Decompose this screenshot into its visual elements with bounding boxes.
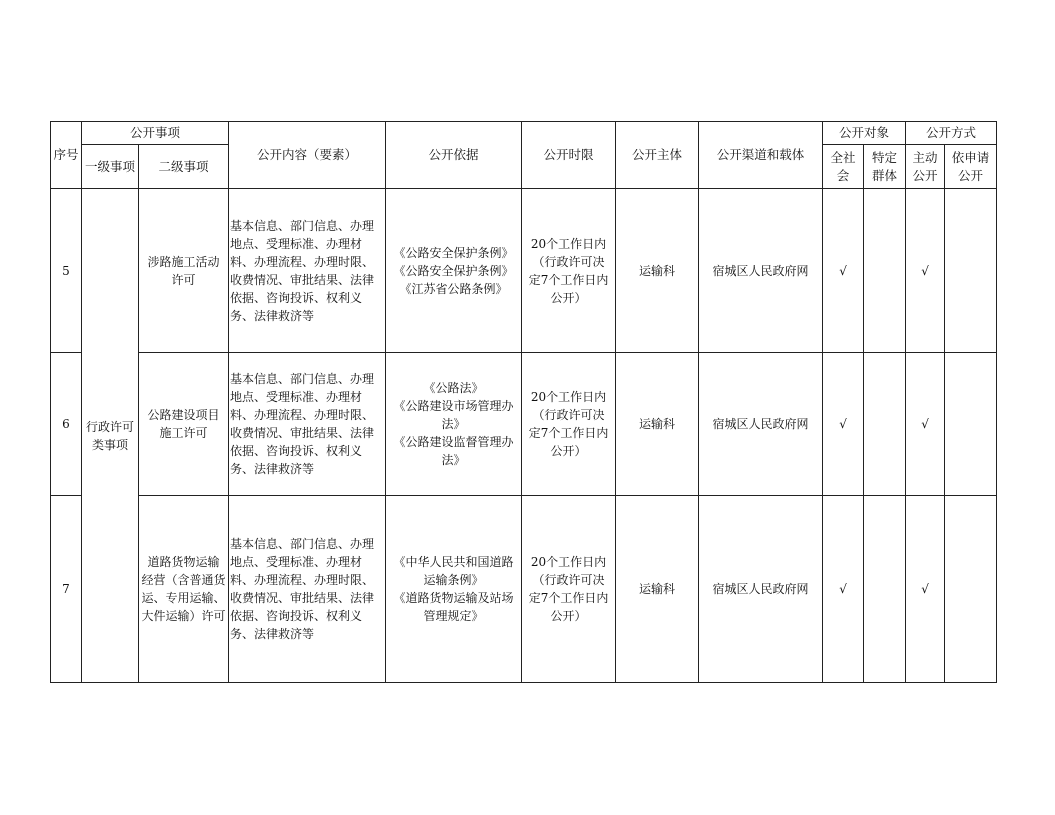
header-time-limit: 公开时限 [522, 122, 616, 189]
row-subject: 运输科 [616, 189, 699, 353]
row-time-limit: 20个工作日内 （行政许可决 定7个工作日内 公开） [522, 496, 616, 683]
row-method-active: √ [906, 353, 945, 496]
row-basis: 《中华人民共和国道路 运输条例》 《道路货物运输及站场 管理规定》 [386, 496, 522, 683]
row-target-all: √ [823, 189, 864, 353]
row-method-active: √ [906, 496, 945, 683]
row-basis: 《公路安全保护条例》 《公路安全保护条例》 《江苏省公路条例》 [386, 189, 522, 353]
row-target-specific [864, 353, 906, 496]
row-time-limit: 20个工作日内 （行政许可决 定7个工作日内 公开） [522, 189, 616, 353]
row-target-all: √ [823, 353, 864, 496]
row-content: 基本信息、部门信息、办理地点、受理标准、办理材料、办理流程、办理时限、收费情况、审批结果、法律依据、咨询投诉、权利义务、法律救济等 [229, 353, 386, 496]
row-seq: 6 [51, 353, 82, 496]
row-level2: 涉路施工活动 许可 [139, 189, 229, 353]
disclosure-table [50, 121, 997, 683]
header-subject: 公开主体 [616, 122, 699, 189]
table-row [51, 189, 997, 353]
row-time-limit: 20个工作日内 （行政许可决 定7个工作日内 公开） [522, 353, 616, 496]
header-method-apply: 依申请 公开 [945, 145, 997, 189]
row-content: 基本信息、部门信息、办理地点、受理标准、办理材料、办理流程、办理时限、收费情况、审批结果、法律依据、咨询投诉、权利义务、法律救济等 [229, 496, 386, 683]
row-channel: 宿城区人民政府网 [699, 353, 823, 496]
row-target-specific [864, 496, 906, 683]
header-method-active: 主动 公开 [906, 145, 945, 189]
row-method-apply [945, 353, 997, 496]
row-seq: 7 [51, 496, 82, 683]
row-method-apply [945, 189, 997, 353]
row-subject: 运输科 [616, 496, 699, 683]
header-target: 公开对象 [823, 122, 906, 145]
header-seq: 序号 [51, 122, 82, 189]
table-row [51, 353, 997, 496]
header-content: 公开内容（要素） [229, 122, 386, 189]
row-subject: 运输科 [616, 353, 699, 496]
row-channel: 宿城区人民政府网 [699, 496, 823, 683]
row-level2: 道路货物运输 经营（含普通货 运、专用运输、 大件运输）许可 [139, 496, 229, 683]
header-level1: 一级事项 [82, 145, 139, 189]
header-row-1 [51, 122, 997, 145]
header-target-all: 全社 会 [823, 145, 864, 189]
header-channel: 公开渠道和载体 [699, 122, 823, 189]
header-public-item: 公开事项 [82, 122, 229, 145]
header-level2: 二级事项 [139, 145, 229, 189]
row-target-all: √ [823, 496, 864, 683]
row-target-specific [864, 189, 906, 353]
row-method-active: √ [906, 189, 945, 353]
row-basis: 《公路法》 《公路建设市场管理办 法》 《公路建设监督管理办 法》 [386, 353, 522, 496]
row-method-apply [945, 496, 997, 683]
header-basis: 公开依据 [386, 122, 522, 189]
table-row [51, 496, 997, 683]
level1-item: 行政许可 类事项 [82, 189, 139, 683]
header-method: 公开方式 [906, 122, 997, 145]
row-level2: 公路建设项目 施工许可 [139, 353, 229, 496]
row-seq: 5 [51, 189, 82, 353]
row-content: 基本信息、部门信息、办理地点、受理标准、办理材料、办理流程、办理时限、收费情况、审批结果、法律依据、咨询投诉、权利义务、法律救济等 [229, 189, 386, 353]
header-target-specific: 特定 群体 [864, 145, 906, 189]
row-channel: 宿城区人民政府网 [699, 189, 823, 353]
